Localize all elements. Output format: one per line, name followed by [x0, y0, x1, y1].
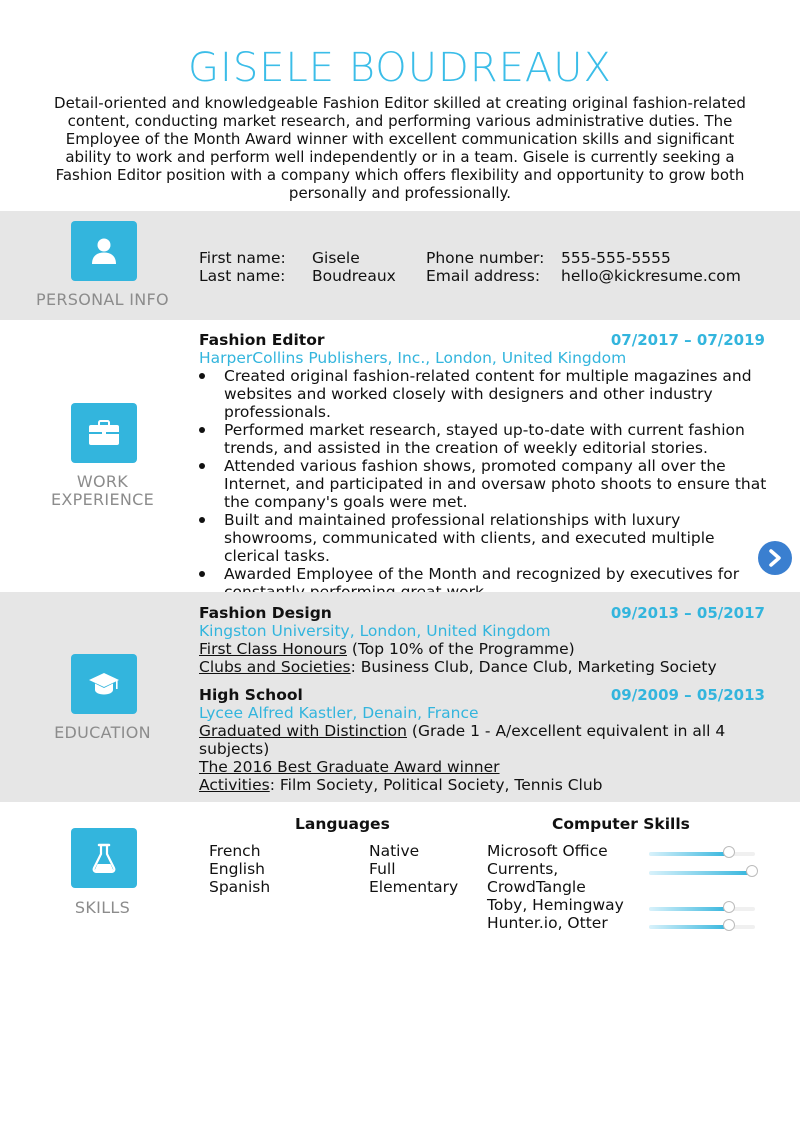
edu-1-clubs-detail: : Business Club, Dance Club, Marketing Society: [350, 658, 717, 676]
personal-info-icon-box: [71, 221, 137, 281]
work-experience-icon-box: [71, 403, 137, 463]
email-value: hello@kickresume.com: [561, 267, 741, 285]
skill-bar-fill: [649, 925, 729, 929]
computer-skill-name: Toby, Hemingway: [487, 896, 624, 914]
skill-bar-fill: [649, 907, 729, 911]
phone-label: Phone number:: [426, 249, 545, 267]
next-page-button[interactable]: [758, 541, 792, 575]
skill-level-knob: [723, 919, 735, 931]
language-level: Elementary: [369, 878, 459, 896]
first-name-label: First name:: [199, 249, 286, 267]
phone-value: 555-555-5555: [561, 249, 671, 267]
edu-2-school: Lycee Alfred Kastler, Denain, France: [199, 704, 479, 722]
computer-skills-heading: Computer Skills: [552, 815, 690, 833]
last-name-label: Last name:: [199, 267, 286, 285]
job-company: HarperCollins Publishers, Inc., London, United Kingdom: [199, 349, 627, 367]
edu-2-award: The 2016 Best Graduate Award winner: [199, 758, 500, 776]
skills-icon-box: [71, 828, 137, 888]
language-level: Native: [369, 842, 420, 860]
edu-2-distinction-detail: (Grade 1 - A/excellent equivalent in all 4: [406, 722, 726, 740]
skill-bar-fill: [649, 871, 752, 875]
language-name: French: [209, 842, 261, 860]
computer-skill-name: Hunter.io, Otter: [487, 914, 608, 932]
job-bullet: Performed market research, stayed up-to-date with current fashion trends, and assisted in the creation of weekly editorial stories.: [199, 421, 774, 457]
last-name-value: Boudreaux: [312, 267, 396, 285]
skill-bar-fill: [649, 852, 729, 856]
edu-2-activities-detail: : Film Society, Political Society, Tennis Club: [269, 776, 603, 794]
computer-skill-name: CrowdTangle: [487, 878, 586, 896]
job-bullet: Created original fashion-related content for multiple magazines and websites and worked closely with designers and other industry professionals.: [199, 367, 774, 421]
chevron-right-icon: [768, 549, 782, 567]
work-label-line1: WORK: [76, 472, 129, 491]
languages-heading: Languages: [295, 815, 390, 833]
job-dates: 07/2017 – 07/2019: [610, 331, 765, 349]
edu-2-dates: 09/2009 – 05/2013: [610, 686, 765, 704]
edu-1-honours-detail: (Top 10% of the Programme): [346, 640, 575, 658]
job-bullet: Awarded Employee of the Month and recognized by executives for: [199, 565, 774, 601]
first-name-value: Gisele: [312, 249, 360, 267]
language-name: English: [209, 860, 265, 878]
job-bullet-list: [199, 367, 774, 601]
edu-1-clubs: [199, 658, 717, 676]
language-level: Full: [369, 860, 396, 878]
job-title: Fashion Editor: [199, 331, 325, 349]
education-label: EDUCATION: [54, 723, 151, 742]
skill-level-knob: [723, 901, 735, 913]
edu-1-clubs-title: Clubs and Societies: [199, 658, 351, 676]
edu-2-activities: [199, 776, 603, 794]
job-bullet: Attended various fashion shows, promoted company all over the Internet, and participated in and oversaw photo shoots to ensure that the company's goals were met.: [199, 457, 774, 511]
graduation-cap-icon: [88, 671, 120, 697]
edu-2-distinction-title: Graduated with Distinction: [199, 722, 407, 740]
edu-1-title: Fashion Design: [199, 604, 332, 622]
briefcase-icon: [88, 420, 120, 446]
language-name: Spanish: [209, 878, 271, 896]
edu-2-distinction-cont: subjects): [199, 740, 270, 758]
job-bullet: Built and maintained professional relationships with luxury showrooms, communicated with clients, and executed multiple clerical tasks.: [199, 511, 774, 565]
edu-1-honours-title: First Class Honours: [199, 640, 347, 658]
resume-name: GISELE BOUDREAUX: [188, 45, 612, 91]
edu-2-distinction: [199, 722, 725, 740]
skills-label: SKILLS: [74, 898, 131, 917]
edu-1-honours: [199, 640, 575, 658]
edu-1-school: Kingston University, London, United Kingdom: [199, 622, 551, 640]
work-experience-label: [0, 473, 205, 509]
personal-info-label: PERSONAL INFO: [36, 290, 169, 309]
edu-2-title: High School: [199, 686, 303, 704]
summary-paragraph: Detail-oriented and knowledgeable Fashion Editor skilled at creating original fashion-related content, conducting market research, and performing various administrative duties. The Employee of the Month Award winner with excellent communication skills and significant ability to work and perform well independently or in a team. Gisele is currently seeking a Fashion Editor position with a company which offers flexibility and opportunity to grow both personally and professionally.: [54, 94, 746, 202]
person-icon: [91, 237, 117, 265]
email-label: Email address:: [426, 267, 541, 285]
computer-skill-name: Microsoft Office: [487, 842, 608, 860]
education-icon-box: [71, 654, 137, 714]
skill-level-knob: [723, 846, 735, 858]
computer-skill-name: Currents,: [487, 860, 559, 878]
edu-1-dates: 09/2013 – 05/2017: [610, 604, 765, 622]
skill-level-knob: [746, 865, 758, 877]
work-label-line2: EXPERIENCE: [50, 490, 155, 509]
flask-icon: [92, 843, 116, 873]
edu-2-activities-title: Activities: [199, 776, 270, 794]
